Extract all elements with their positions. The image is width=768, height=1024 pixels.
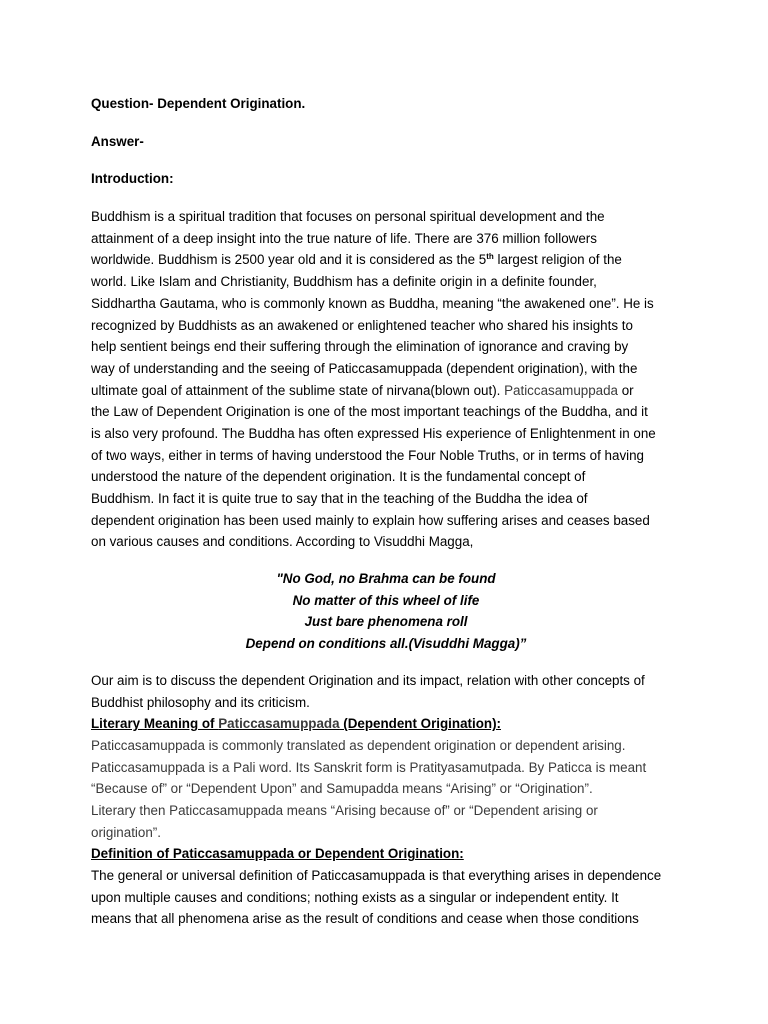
text-fragment: or xyxy=(618,382,634,398)
text-line: The general or universal definition of Paticcasamuppada is that everything arises in dependence xyxy=(91,868,662,883)
text-line: Our aim is to discuss the dependent Origination and its impact, relation with other concepts of xyxy=(91,672,645,688)
aim-paragraph xyxy=(91,670,681,713)
question-heading: Question- Dependent Origination. xyxy=(91,96,306,111)
quote-line: Just bare phenomena roll xyxy=(304,614,468,630)
text-fragment: worldwide. Buddhism is 2500 year old and it is considered as the 5 xyxy=(91,252,487,268)
text-line: recognized by Buddhists as an awakened or enlightened teacher who shared his insights to xyxy=(91,317,633,333)
literary-meaning-paragraph xyxy=(91,735,681,843)
text-line: Buddhism. In fact it is quite true to say that in the teaching of the Buddha the idea of xyxy=(91,491,588,506)
literary-meaning-heading xyxy=(91,713,681,735)
text-line: way of understanding and the seeing of Paticcasamuppada (dependent origination), with the xyxy=(91,360,638,376)
text-line: world. Like Islam and Christianity, Buddhism has a definite origin in a definite founder, xyxy=(91,274,597,290)
answer-heading: Answer- xyxy=(91,133,144,149)
text-line: Literary then Paticcasamuppada means “Arising because of” or “Dependent arising or xyxy=(91,802,598,818)
definition-heading: Definition of Paticcasamuppada or Dependent Origination: xyxy=(91,846,464,862)
text-line: help sentient beings end their suffering through the elimination of ignorance and craving by xyxy=(91,339,629,355)
introduction-paragraph xyxy=(91,206,681,553)
text-line: on various causes and conditions. According to Visuddhi Magga, xyxy=(91,534,474,550)
definition-paragraph xyxy=(91,865,681,930)
text-fragment: largest religion of the xyxy=(493,252,622,268)
text-line: origination”. xyxy=(91,824,161,840)
quote-line: No matter of this wheel of life xyxy=(292,592,480,608)
term-paticcasamuppada: Paticcasamuppada xyxy=(504,382,619,398)
text-line: attainment of a deep insight into the true nature of life. There are 376 million followers xyxy=(91,230,597,246)
heading-fragment: (Dependent Origination): xyxy=(339,716,501,732)
text-line: of two ways, either in terms of having understood the Four Noble Truths, or in terms of having xyxy=(91,447,645,463)
ordinal-superscript: th xyxy=(486,252,494,262)
text-line: Buddhism is a spiritual tradition that focuses on personal spiritual development and the xyxy=(91,209,605,225)
text-line: means that all phenomena arise as the result of conditions and cease when those conditions xyxy=(91,911,639,927)
text-line: Paticcasamuppada is commonly translated as dependent origination or dependent arising. xyxy=(91,737,626,753)
document-body xyxy=(91,93,681,930)
quote-line: Depend on conditions all.(Visuddhi Magga)” xyxy=(245,636,527,652)
text-line: Siddhartha Gautama, who is commonly known as Buddha, meaning “the awakened one”. He is xyxy=(91,295,654,311)
text-line: is also very profound. The Buddha has often expressed His experience of Enlightenment in one xyxy=(91,425,656,441)
text-line: dependent origination has been used mainly to explain how suffering arises and ceases based xyxy=(91,512,650,528)
introduction-heading: Introduction: xyxy=(91,171,174,187)
text-line: the Law of Dependent Origination is one of the most important teachings of the Buddha, and it xyxy=(91,404,648,420)
text-line xyxy=(91,249,681,271)
text-line: Buddhist philosophy and its criticism. xyxy=(91,694,310,710)
text-line: “Because of” or “Dependent Upon” and Samupadda means “Arising” or “Origination”. xyxy=(91,781,593,797)
text-fragment: ultimate goal of attainment of the sublime state of nirvana(blown out). xyxy=(91,382,505,398)
text-line: understood the nature of the dependent origination. It is the fundamental concept of xyxy=(91,469,586,485)
text-line xyxy=(91,380,681,402)
heading-fragment: Literary Meaning of xyxy=(91,716,219,732)
text-line: Paticcasamuppada is a Pali word. Its Sanskrit form is Pratityasamutpada. By Paticca is meant xyxy=(91,759,647,775)
text-line: upon multiple causes and conditions; nothing exists as a singular or independent entity. It xyxy=(91,889,619,905)
visuddhi-magga-quote xyxy=(91,568,681,655)
quote-line: "No God, no Brahma can be found xyxy=(276,571,496,587)
term-paticcasamuppada: Paticcasamuppada xyxy=(218,716,340,732)
